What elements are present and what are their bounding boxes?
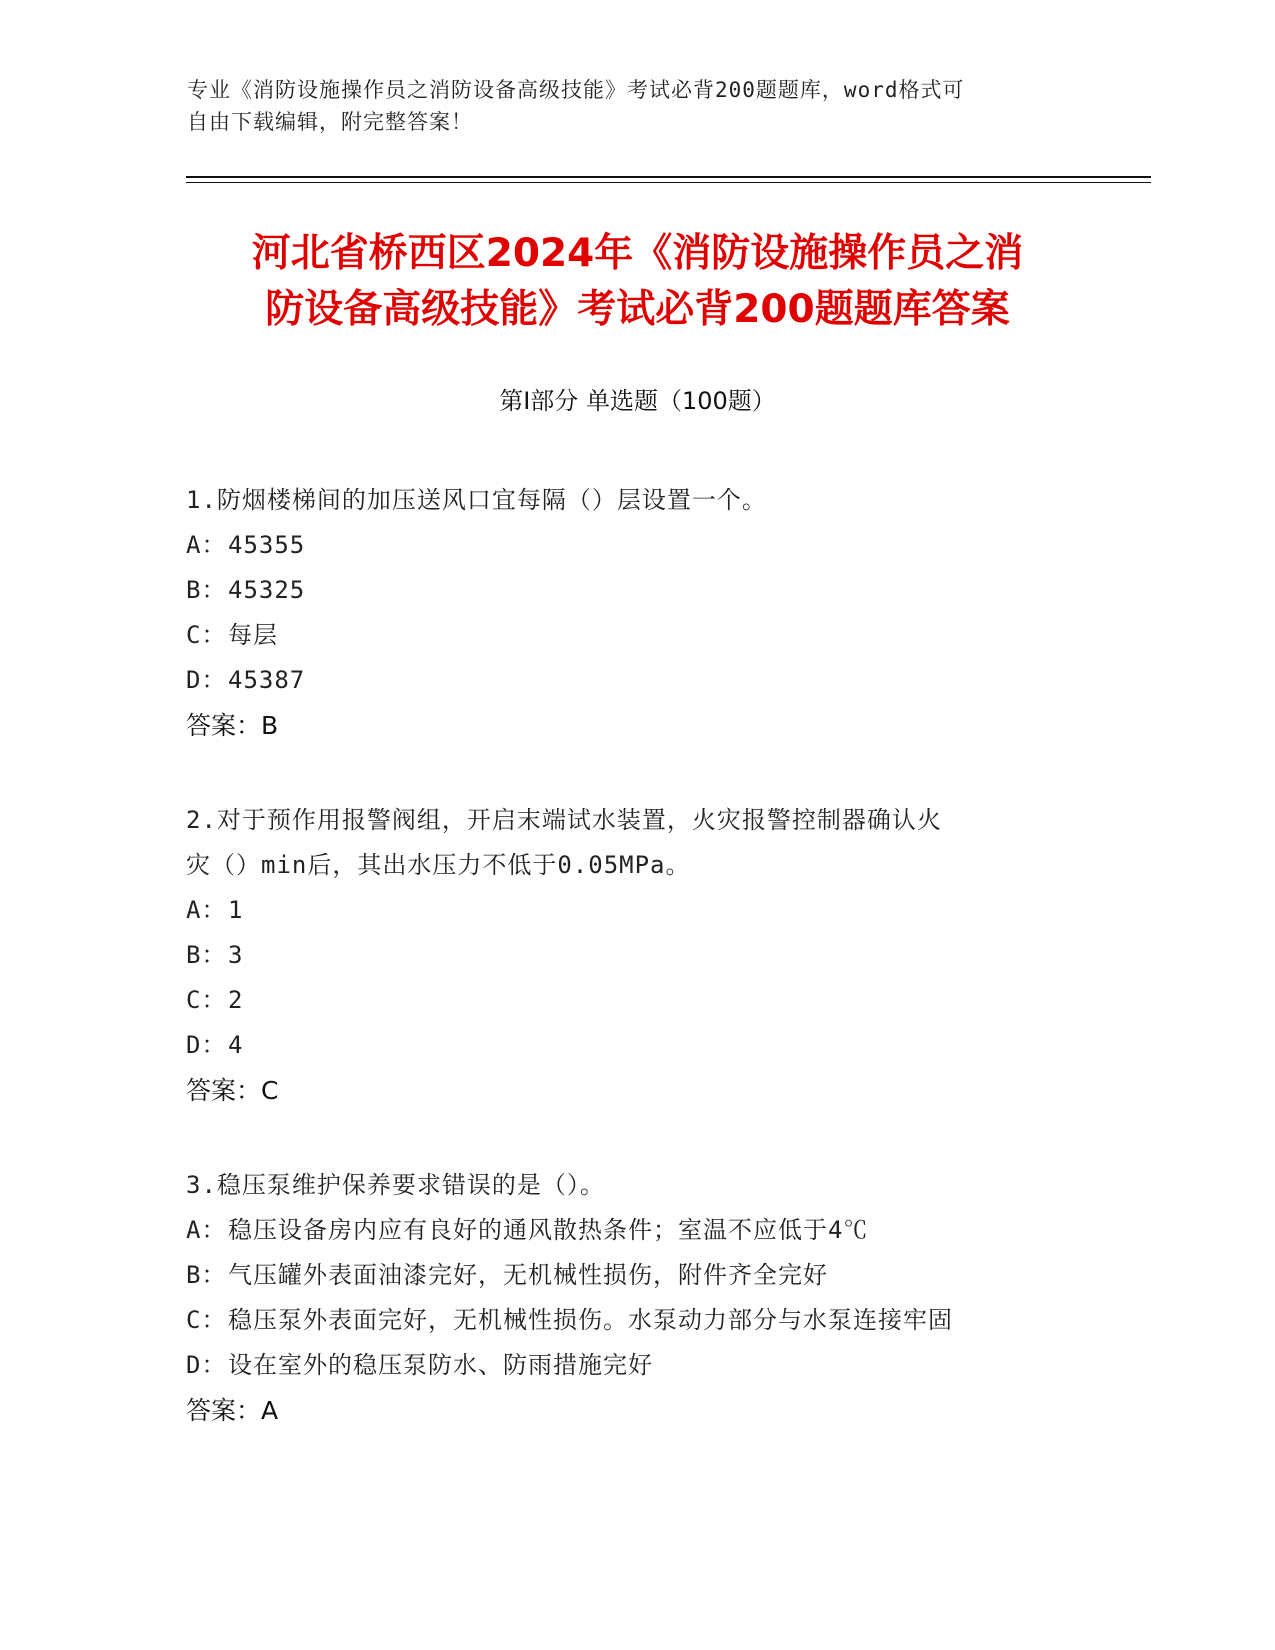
document-title-line-1: 河北省桥西区2024年《消防设施操作员之消 (251, 231, 1024, 276)
answer: 答案：C (186, 1076, 279, 1105)
option-text: 2 (228, 986, 244, 1014)
option-key: A： (186, 896, 227, 924)
header-note-line-1: 专业《消防设施操作员之消防设备高级技能》考试必背200题题库，word格式可 (187, 78, 965, 102)
option-d (186, 658, 1086, 703)
header-divider-thick (186, 176, 1151, 178)
option-key: A： (186, 531, 227, 559)
option-c (186, 978, 1086, 1023)
option-b (186, 1253, 1086, 1298)
option-a (186, 888, 1086, 933)
option-text: 45355 (228, 531, 306, 559)
question-stem: 3.稳压泵维护保养要求错误的是（）。 (186, 1171, 605, 1199)
option-text: 稳压泵外表面完好，无机械性损伤。水泵动力部分与水泵连接牢固 (228, 1306, 953, 1334)
option-key: D： (186, 666, 227, 694)
document-title (120, 226, 1155, 338)
option-key: C： (186, 621, 227, 649)
option-key: C： (186, 986, 227, 1014)
option-text: 4 (228, 1031, 244, 1059)
header-note-line-2: 自由下载编辑，附完整答案！ (187, 110, 473, 134)
option-key: B： (186, 576, 227, 604)
option-text: 45325 (228, 576, 306, 604)
option-c (186, 613, 1086, 658)
option-text: 45387 (228, 666, 306, 694)
option-text: 3 (228, 941, 244, 969)
option-text: 1 (228, 896, 244, 924)
option-d (186, 1343, 1086, 1388)
header-note (187, 74, 1067, 138)
question-2 (186, 798, 1086, 1113)
option-b (186, 933, 1086, 978)
question-list (186, 478, 1086, 1483)
option-key: B： (186, 941, 227, 969)
question-1 (186, 478, 1086, 748)
document-title-line-2: 防设备高级技能》考试必背200题题库答案 (265, 287, 1010, 332)
option-text: 气压罐外表面油漆完好，无机械性损伤，附件齐全完好 (228, 1261, 828, 1289)
option-key: A： (186, 1216, 227, 1244)
question-stem-continued: 灾（）min后，其出水压力不低于0.05MPa。 (186, 851, 691, 879)
header-divider-thin (186, 182, 1151, 183)
option-b (186, 568, 1086, 613)
option-text: 每层 (228, 621, 278, 649)
option-text: 稳压设备房内应有良好的通风散热条件；室温不应低于4℃ (228, 1216, 869, 1244)
option-key: D： (186, 1351, 227, 1379)
option-d (186, 1023, 1086, 1068)
option-key: B： (186, 1261, 227, 1289)
option-key: C： (186, 1306, 227, 1334)
question-3 (186, 1163, 1086, 1433)
option-c (186, 1298, 1086, 1343)
section-title: 第Ⅰ部分 单选题（100题） (499, 387, 776, 415)
option-a (186, 1208, 1086, 1253)
question-stem: 2.对于预作用报警阀组，开启末端试水装置，火灾报警控制器确认火 (186, 806, 942, 834)
option-text: 设在室外的稳压泵防水、防雨措施完好 (228, 1351, 653, 1379)
option-a (186, 523, 1086, 568)
option-key: D： (186, 1031, 227, 1059)
answer: 答案：A (186, 1396, 279, 1425)
question-stem: 1.防烟楼梯间的加压送风口宜每隔（）层设置一个。 (186, 486, 767, 514)
answer: 答案：B (186, 711, 279, 740)
